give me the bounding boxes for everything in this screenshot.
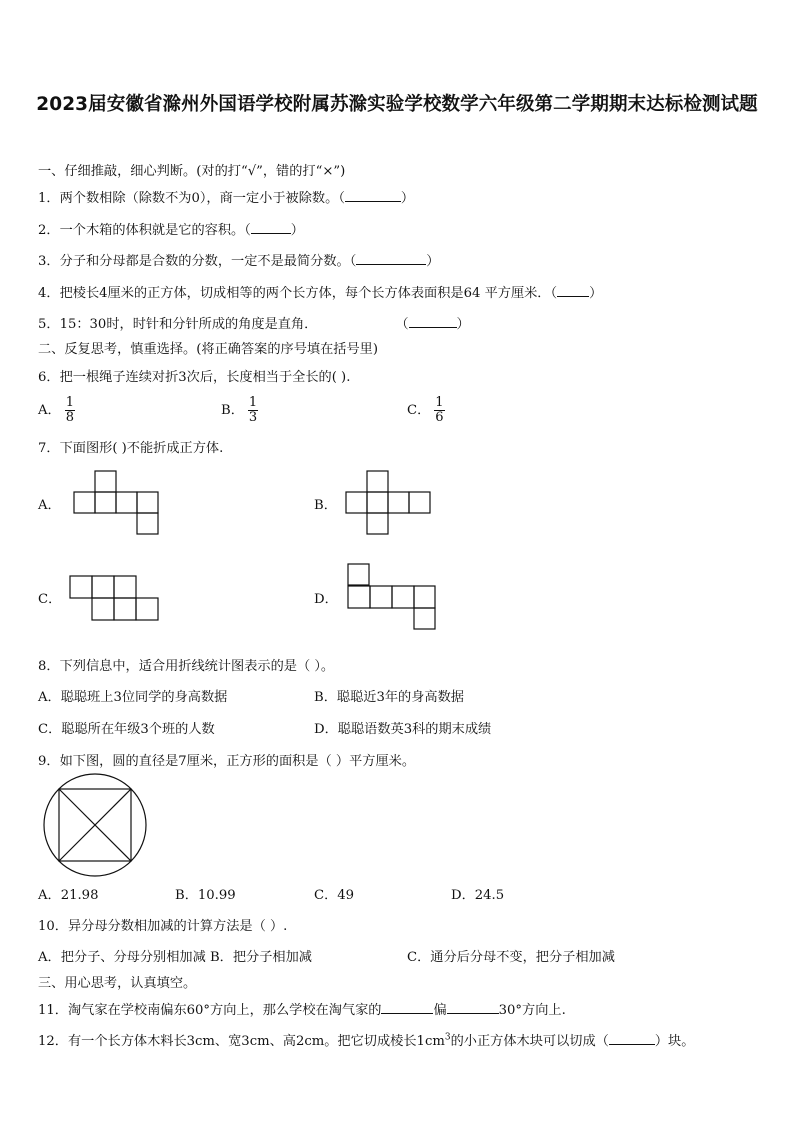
q10-option-c: C．通分后分母不变，把分子相加减 [407, 950, 615, 965]
answer-blank [381, 1001, 433, 1014]
q10-option-ab: A．把分子、分母分别相加减 B．把分子相加减 [38, 950, 312, 965]
q9-option-d: D．24.5 [451, 888, 505, 903]
question-10: 10．异分母分数相加减的计算方法是（ ）. [38, 919, 288, 934]
q7-label-c: C． [38, 592, 62, 607]
question-11: 11．淘气家在学校南偏东60°方向上，那么学校在淘气家的 偏 30°方向上. [38, 1003, 566, 1018]
q7-label-b: B． [314, 498, 337, 513]
q8-option-c: C．聪聪所在年级3个班的人数 [38, 722, 215, 737]
question-12: 12．有一个长方体木料长3cm、宽3cm、高2cm。把它切成棱长$1cm^3$的小正方体木块可以切成（ ）块。 [38, 1032, 695, 1049]
q8-option-d: D．聪聪语数英3科的期末成绩 [314, 722, 492, 737]
question-8: 8．下列信息中，适合用折线统计图表示的是（ ）。 [38, 659, 335, 674]
question-5: 5．15：30时，时针和分针所成的角度是直角． （ ） [38, 317, 470, 332]
question-1: 1．两个数相除（除数不为0），商一定小于被除数。（ ） [38, 191, 415, 206]
q6-option-c: C． $\frac{1}{6}$ [407, 395, 444, 425]
page-title: 2023届安徽省滁州外国语学校附属苏滁实验学校数学六年级第二学期期末达标检测试题 [36, 94, 758, 115]
q9-option-c: C．49 [314, 888, 355, 903]
answer-blank [609, 1032, 655, 1045]
q7-label-d: D． [314, 592, 338, 607]
fraction: $\frac{1}{6}$ [435, 395, 444, 425]
q9-option-a: A．21.98 [38, 888, 99, 903]
fraction: $\frac{1}{3}$ [248, 395, 258, 425]
q9-option-b: B．10.99 [175, 888, 236, 903]
question-4: 4．把棱长4厘米的正方体，切成相等的两个长方体，每个长方体表面积是64 平方厘米．（ ） [38, 286, 603, 301]
question-9: 9．如下图，圆的直径是7厘米，正方形的面积是（ ）平方厘米。 [38, 754, 416, 769]
q8-option-a: A．聪聪班上3位同学的身高数据 [38, 690, 228, 705]
q7-label-a: A． [38, 498, 61, 513]
q6-option-a: A． $\frac{1}{8}$ [38, 395, 74, 425]
question-6: 6．把一根绳子连续对折3次后，长度相当于全长的( ). [38, 370, 351, 385]
question-2: 2．一个木箱的体积就是它的容积。（ ） [38, 223, 304, 238]
fraction: $\frac{1}{8}$ [65, 395, 74, 425]
section-heading-1: 一、仔细推敲，细心判断。(对的打“√”，错的打“×”) [38, 164, 346, 179]
section-heading-3: 三、用心思考，认真填空。 [38, 976, 197, 991]
section-heading-2: 二、反复思考，慎重选择。(将正确答案的序号填在括号里) [38, 342, 378, 357]
question-3: 3．分子和分母都是合数的分数，一定不是最简分数。（ ） [38, 254, 440, 269]
q6-option-b: B． $\frac{1}{3}$ [221, 395, 258, 425]
q8-option-b: B．聪聪近3年的身高数据 [314, 690, 464, 705]
answer-blank [447, 1001, 499, 1014]
question-7: 7．下面图形( )不能折成正方体. [38, 441, 224, 456]
